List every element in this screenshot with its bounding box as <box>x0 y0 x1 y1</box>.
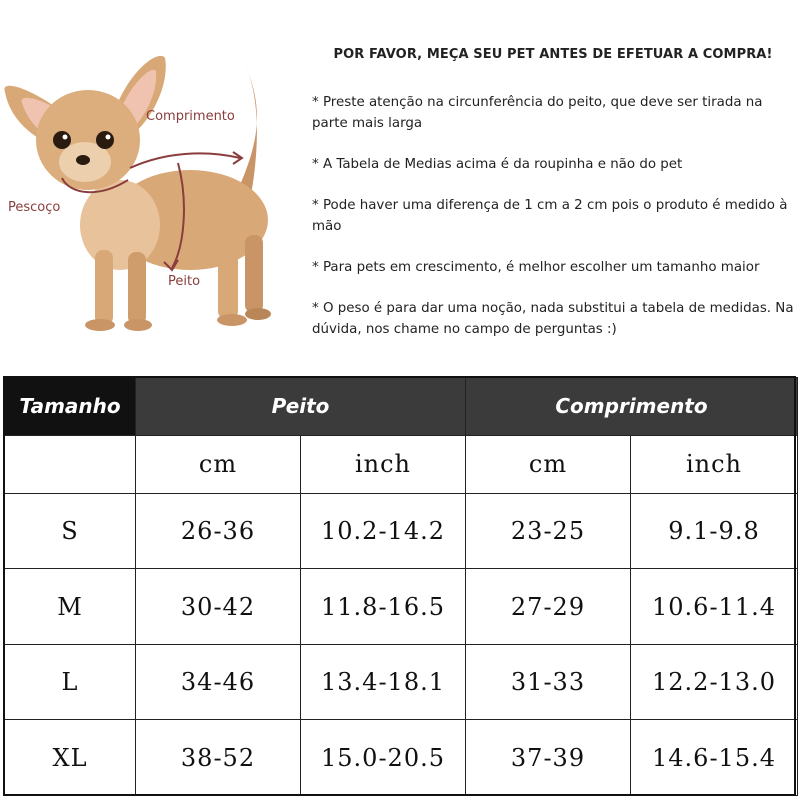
note-variance: * Pode haver uma diferença de 1 cm a 2 cm pois o produto é medido à mão <box>312 198 788 234</box>
chest-inch-cell: 10.2-14.2 <box>301 493 466 569</box>
units-empty-cell <box>5 435 136 493</box>
dog-paw <box>124 319 152 331</box>
size-cell: M <box>5 569 136 645</box>
size-cell: XL <box>5 720 136 796</box>
dog-leg-front-right <box>128 252 146 325</box>
unit-chest-inch: inch <box>301 435 466 493</box>
header-size: Tamanho <box>5 378 136 436</box>
length-inch-cell: 12.2-13.0 <box>631 644 798 720</box>
dog-leg-back-left <box>218 240 238 320</box>
instructions-title: POR FAVOR, MEÇA SEU PET ANTES DE EFETUAR A COMPRA! <box>333 47 773 62</box>
unit-chest-cm: cm <box>136 435 301 493</box>
dog-paw <box>85 319 115 331</box>
chest-cm-cell: 38-52 <box>136 720 301 796</box>
dog-nose <box>76 155 90 165</box>
dog-chest <box>80 180 160 270</box>
length-cm-cell: 31-33 <box>466 644 631 720</box>
dog-leg-back-right <box>245 235 263 313</box>
table-row <box>5 569 798 645</box>
length-cm-cell: 23-25 <box>466 493 631 569</box>
chest-label: Peito <box>168 274 201 289</box>
dog-leg-front-left <box>95 250 113 325</box>
length-label: Comprimento <box>146 109 235 124</box>
neck-label: Pescoço <box>8 200 61 215</box>
table-row <box>5 720 798 796</box>
chest-cm-cell: 30-42 <box>136 569 301 645</box>
info-section <box>0 0 800 375</box>
chest-inch-cell: 11.8-16.5 <box>301 569 466 645</box>
note-growth: * Para pets em crescimento, é melhor escolher um tamanho maior <box>312 260 760 275</box>
note-table: * A Tabela de Medias acima é da roupinha e não do pet <box>312 157 683 172</box>
dog-paw <box>217 314 247 326</box>
units-row <box>5 435 798 493</box>
dog-measurement-diagram <box>0 40 300 340</box>
size-chart-table <box>4 377 798 796</box>
header-chest: Peito <box>136 378 466 436</box>
note-chest: * Preste atenção na circunferência do peito, que deve ser tirada na parte mais larga <box>312 95 763 131</box>
chest-cm-cell: 26-36 <box>136 493 301 569</box>
length-measure-line <box>130 153 240 168</box>
size-cell: S <box>5 493 136 569</box>
unit-length-inch: inch <box>631 435 798 493</box>
dog-paw <box>245 308 271 320</box>
chest-inch-cell: 13.4-18.1 <box>301 644 466 720</box>
length-cm-cell: 37-39 <box>466 720 631 796</box>
dog-tail <box>236 65 257 200</box>
unit-length-cm: cm <box>466 435 631 493</box>
instructions-panel <box>312 44 794 360</box>
length-inch-cell: 10.6-11.4 <box>631 569 798 645</box>
chest-cm-cell: 34-46 <box>136 644 301 720</box>
dog-illustration <box>0 40 300 340</box>
dog-eye-left <box>53 131 71 149</box>
table-row <box>5 644 798 720</box>
length-inch-cell: 14.6-15.4 <box>631 720 798 796</box>
chest-inch-cell: 15.0-20.5 <box>301 720 466 796</box>
table-header-row <box>5 378 798 436</box>
note-weight: * O peso é para dar uma noção, nada substitui a tabela de medidas. Na dúvida, nos chame no campo de perguntas :) <box>312 301 794 337</box>
length-inch-cell: 9.1-9.8 <box>631 493 798 569</box>
size-cell: L <box>5 644 136 720</box>
header-length: Comprimento <box>466 378 798 436</box>
table-row <box>5 493 798 569</box>
length-cm-cell: 27-29 <box>466 569 631 645</box>
dog-eye-right <box>96 131 114 149</box>
